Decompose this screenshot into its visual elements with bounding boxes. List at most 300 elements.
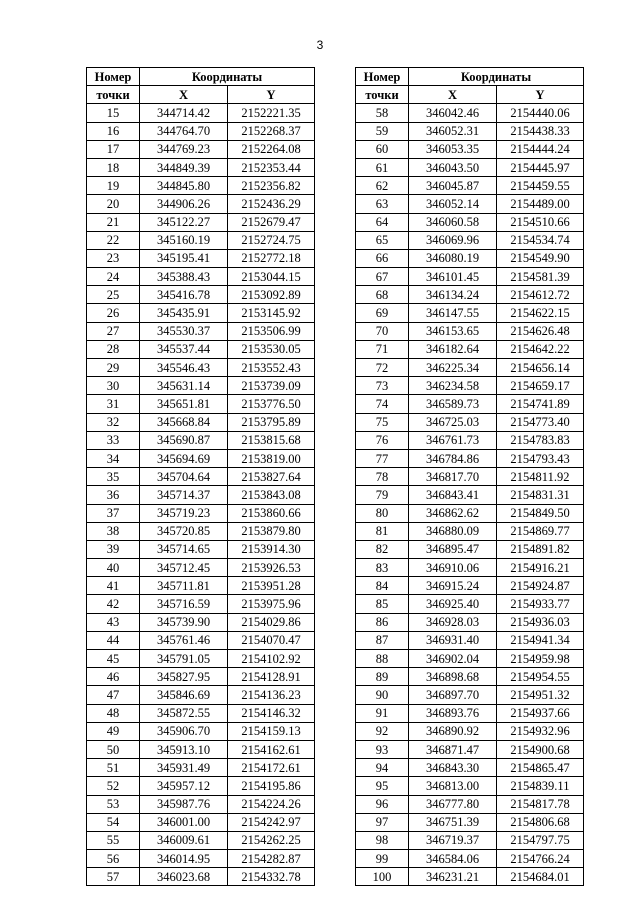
table-row bbox=[356, 413, 584, 431]
table-row bbox=[356, 831, 584, 849]
x-cell: 345906.70 bbox=[140, 722, 228, 740]
table-row bbox=[87, 522, 315, 540]
point-number-cell: 96 bbox=[356, 795, 409, 813]
x-cell: 346817.70 bbox=[409, 468, 497, 486]
coordinates-table-left bbox=[86, 67, 315, 886]
x-cell: 346053.35 bbox=[409, 140, 497, 158]
header-y: Y bbox=[228, 86, 315, 104]
x-cell: 345791.05 bbox=[140, 650, 228, 668]
x-cell: 345388.43 bbox=[140, 268, 228, 286]
table-row bbox=[356, 449, 584, 467]
x-cell: 346231.21 bbox=[409, 868, 497, 886]
x-cell: 346915.24 bbox=[409, 577, 497, 595]
y-cell: 2154224.26 bbox=[228, 795, 315, 813]
point-number-cell: 78 bbox=[356, 468, 409, 486]
x-cell: 346893.76 bbox=[409, 704, 497, 722]
table-row bbox=[356, 686, 584, 704]
table-row bbox=[87, 777, 315, 795]
point-number-cell: 88 bbox=[356, 650, 409, 668]
table-row bbox=[356, 213, 584, 231]
point-number-cell: 19 bbox=[87, 177, 140, 195]
x-cell: 346023.68 bbox=[140, 868, 228, 886]
table-row bbox=[87, 559, 315, 577]
y-cell: 2154891.82 bbox=[497, 540, 584, 558]
y-cell: 2153739.09 bbox=[228, 377, 315, 395]
x-cell: 346910.06 bbox=[409, 559, 497, 577]
y-cell: 2154622.15 bbox=[497, 304, 584, 322]
x-cell: 346052.31 bbox=[409, 122, 497, 140]
table-row bbox=[87, 340, 315, 358]
header-coordinates: Координаты bbox=[409, 68, 584, 86]
x-cell: 346761.73 bbox=[409, 431, 497, 449]
x-cell: 345631.14 bbox=[140, 377, 228, 395]
point-number-cell: 29 bbox=[87, 359, 140, 377]
y-cell: 2154128.91 bbox=[228, 668, 315, 686]
x-cell: 345761.46 bbox=[140, 631, 228, 649]
table-row bbox=[87, 740, 315, 758]
point-number-cell: 95 bbox=[356, 777, 409, 795]
y-cell: 2154159.13 bbox=[228, 722, 315, 740]
table-row bbox=[356, 777, 584, 795]
x-cell: 346225.34 bbox=[409, 359, 497, 377]
y-cell: 2154959.98 bbox=[497, 650, 584, 668]
x-cell: 345712.45 bbox=[140, 559, 228, 577]
table-row bbox=[356, 322, 584, 340]
point-number-cell: 17 bbox=[87, 140, 140, 158]
header-point-number: Номер bbox=[87, 68, 140, 86]
y-cell: 2154849.50 bbox=[497, 504, 584, 522]
point-number-cell: 71 bbox=[356, 340, 409, 358]
point-number-cell: 21 bbox=[87, 213, 140, 231]
y-cell: 2153860.66 bbox=[228, 504, 315, 522]
table-row bbox=[356, 231, 584, 249]
point-number-cell: 18 bbox=[87, 158, 140, 176]
table-row bbox=[87, 195, 315, 213]
x-cell: 345651.81 bbox=[140, 395, 228, 413]
x-cell: 345694.69 bbox=[140, 449, 228, 467]
point-number-cell: 15 bbox=[87, 104, 140, 122]
x-cell: 346045.87 bbox=[409, 177, 497, 195]
point-number-cell: 31 bbox=[87, 395, 140, 413]
table-row bbox=[356, 377, 584, 395]
point-number-cell: 28 bbox=[87, 340, 140, 358]
table-row bbox=[356, 650, 584, 668]
x-cell: 346813.00 bbox=[409, 777, 497, 795]
table-row bbox=[87, 377, 315, 395]
table-row bbox=[87, 304, 315, 322]
table-row bbox=[87, 795, 315, 813]
table-row bbox=[87, 449, 315, 467]
y-cell: 2154626.48 bbox=[497, 322, 584, 340]
x-cell: 344849.39 bbox=[140, 158, 228, 176]
x-cell: 346584.06 bbox=[409, 850, 497, 868]
x-cell: 346871.47 bbox=[409, 740, 497, 758]
y-cell: 2152772.18 bbox=[228, 249, 315, 267]
table-row bbox=[87, 468, 315, 486]
point-number-cell: 79 bbox=[356, 486, 409, 504]
table-row bbox=[356, 795, 584, 813]
point-number-cell: 42 bbox=[87, 595, 140, 613]
y-cell: 2152221.35 bbox=[228, 104, 315, 122]
y-cell: 2153530.05 bbox=[228, 340, 315, 358]
point-number-cell: 83 bbox=[356, 559, 409, 577]
x-cell: 344714.42 bbox=[140, 104, 228, 122]
point-number-cell: 65 bbox=[356, 231, 409, 249]
y-cell: 2154489.00 bbox=[497, 195, 584, 213]
table-row bbox=[356, 486, 584, 504]
x-cell: 345716.59 bbox=[140, 595, 228, 613]
table-row bbox=[356, 431, 584, 449]
table-row bbox=[356, 249, 584, 267]
y-cell: 2152724.75 bbox=[228, 231, 315, 249]
x-cell: 346862.62 bbox=[409, 504, 497, 522]
point-number-cell: 87 bbox=[356, 631, 409, 649]
x-cell: 346052.14 bbox=[409, 195, 497, 213]
point-number-cell: 22 bbox=[87, 231, 140, 249]
point-number-cell: 86 bbox=[356, 613, 409, 631]
table-row bbox=[87, 704, 315, 722]
y-cell: 2154941.34 bbox=[497, 631, 584, 649]
x-cell: 346134.24 bbox=[409, 286, 497, 304]
point-number-cell: 59 bbox=[356, 122, 409, 140]
x-cell: 346902.04 bbox=[409, 650, 497, 668]
table-row bbox=[87, 722, 315, 740]
point-number-cell: 68 bbox=[356, 286, 409, 304]
y-cell: 2154817.78 bbox=[497, 795, 584, 813]
point-number-cell: 84 bbox=[356, 577, 409, 595]
table-row bbox=[87, 122, 315, 140]
x-cell: 346928.03 bbox=[409, 613, 497, 631]
table-row bbox=[356, 813, 584, 831]
table-row bbox=[356, 868, 584, 886]
y-cell: 2154766.24 bbox=[497, 850, 584, 868]
point-number-cell: 91 bbox=[356, 704, 409, 722]
y-cell: 2154612.72 bbox=[497, 286, 584, 304]
y-cell: 2154534.74 bbox=[497, 231, 584, 249]
point-number-cell: 98 bbox=[356, 831, 409, 849]
y-cell: 2153552.43 bbox=[228, 359, 315, 377]
point-number-cell: 30 bbox=[87, 377, 140, 395]
y-cell: 2154642.22 bbox=[497, 340, 584, 358]
point-number-cell: 45 bbox=[87, 650, 140, 668]
y-cell: 2154549.90 bbox=[497, 249, 584, 267]
point-number-cell: 77 bbox=[356, 449, 409, 467]
table-row bbox=[356, 140, 584, 158]
x-cell: 346153.65 bbox=[409, 322, 497, 340]
point-number-cell: 66 bbox=[356, 249, 409, 267]
page-number: 3 bbox=[316, 38, 324, 52]
x-cell: 345537.44 bbox=[140, 340, 228, 358]
table-row bbox=[87, 650, 315, 668]
table-row bbox=[356, 340, 584, 358]
y-cell: 2154806.68 bbox=[497, 813, 584, 831]
y-cell: 2153843.08 bbox=[228, 486, 315, 504]
table-row bbox=[87, 322, 315, 340]
point-number-cell: 62 bbox=[356, 177, 409, 195]
table-row bbox=[87, 577, 315, 595]
y-cell: 2152679.47 bbox=[228, 213, 315, 231]
table-row bbox=[356, 359, 584, 377]
point-number-cell: 39 bbox=[87, 540, 140, 558]
table-row bbox=[87, 231, 315, 249]
y-cell: 2154937.66 bbox=[497, 704, 584, 722]
point-number-cell: 55 bbox=[87, 831, 140, 849]
y-cell: 2154811.92 bbox=[497, 468, 584, 486]
y-cell: 2154797.75 bbox=[497, 831, 584, 849]
x-cell: 346751.39 bbox=[409, 813, 497, 831]
table-row bbox=[356, 104, 584, 122]
table-row bbox=[356, 759, 584, 777]
x-cell: 345827.95 bbox=[140, 668, 228, 686]
x-cell: 345846.69 bbox=[140, 686, 228, 704]
x-cell: 346589.73 bbox=[409, 395, 497, 413]
table-row bbox=[356, 468, 584, 486]
y-cell: 2154916.21 bbox=[497, 559, 584, 577]
y-cell: 2152268.37 bbox=[228, 122, 315, 140]
point-number-cell: 85 bbox=[356, 595, 409, 613]
point-number-cell: 25 bbox=[87, 286, 140, 304]
point-number-cell: 43 bbox=[87, 613, 140, 631]
x-cell: 345720.85 bbox=[140, 522, 228, 540]
x-cell: 345690.87 bbox=[140, 431, 228, 449]
point-number-cell: 63 bbox=[356, 195, 409, 213]
y-cell: 2154741.89 bbox=[497, 395, 584, 413]
y-cell: 2153975.96 bbox=[228, 595, 315, 613]
point-number-cell: 60 bbox=[356, 140, 409, 158]
x-cell: 345872.55 bbox=[140, 704, 228, 722]
y-cell: 2153819.00 bbox=[228, 449, 315, 467]
y-cell: 2152436.29 bbox=[228, 195, 315, 213]
y-cell: 2153815.68 bbox=[228, 431, 315, 449]
y-cell: 2154869.77 bbox=[497, 522, 584, 540]
point-number-cell: 67 bbox=[356, 268, 409, 286]
x-cell: 345122.27 bbox=[140, 213, 228, 231]
point-number-cell: 48 bbox=[87, 704, 140, 722]
x-cell: 346777.80 bbox=[409, 795, 497, 813]
x-cell: 345957.12 bbox=[140, 777, 228, 795]
point-number-cell: 47 bbox=[87, 686, 140, 704]
x-cell: 345530.37 bbox=[140, 322, 228, 340]
x-cell: 345711.81 bbox=[140, 577, 228, 595]
table-row bbox=[356, 850, 584, 868]
y-cell: 2153795.89 bbox=[228, 413, 315, 431]
table-row bbox=[87, 140, 315, 158]
x-cell: 345668.84 bbox=[140, 413, 228, 431]
point-number-cell: 93 bbox=[356, 740, 409, 758]
x-cell: 346060.58 bbox=[409, 213, 497, 231]
header-point-number: Номер bbox=[356, 68, 409, 86]
y-cell: 2154900.68 bbox=[497, 740, 584, 758]
x-cell: 346234.58 bbox=[409, 377, 497, 395]
point-number-cell: 69 bbox=[356, 304, 409, 322]
table-row bbox=[356, 504, 584, 522]
y-cell: 2154924.87 bbox=[497, 577, 584, 595]
y-cell: 2153776.50 bbox=[228, 395, 315, 413]
x-cell: 345714.65 bbox=[140, 540, 228, 558]
table-row bbox=[87, 213, 315, 231]
table-row bbox=[87, 413, 315, 431]
table-row bbox=[87, 868, 315, 886]
point-number-cell: 58 bbox=[356, 104, 409, 122]
y-cell: 2154438.33 bbox=[497, 122, 584, 140]
table-row bbox=[356, 595, 584, 613]
x-cell: 345739.90 bbox=[140, 613, 228, 631]
x-cell: 346001.00 bbox=[140, 813, 228, 831]
y-cell: 2153044.15 bbox=[228, 268, 315, 286]
table-row bbox=[356, 122, 584, 140]
table-row bbox=[87, 759, 315, 777]
y-cell: 2153926.53 bbox=[228, 559, 315, 577]
x-cell: 346147.55 bbox=[409, 304, 497, 322]
y-cell: 2153879.80 bbox=[228, 522, 315, 540]
y-cell: 2154936.03 bbox=[497, 613, 584, 631]
y-cell: 2154242.97 bbox=[228, 813, 315, 831]
x-cell: 345714.37 bbox=[140, 486, 228, 504]
x-cell: 346843.41 bbox=[409, 486, 497, 504]
y-cell: 2154102.92 bbox=[228, 650, 315, 668]
x-cell: 346719.37 bbox=[409, 831, 497, 849]
table-row bbox=[87, 668, 315, 686]
y-cell: 2154444.24 bbox=[497, 140, 584, 158]
table-row bbox=[356, 722, 584, 740]
y-cell: 2154656.14 bbox=[497, 359, 584, 377]
y-cell: 2154146.32 bbox=[228, 704, 315, 722]
point-number-cell: 26 bbox=[87, 304, 140, 322]
y-cell: 2154029.86 bbox=[228, 613, 315, 631]
point-number-cell: 61 bbox=[356, 158, 409, 176]
x-cell: 346843.30 bbox=[409, 759, 497, 777]
table-row bbox=[356, 268, 584, 286]
y-cell: 2153506.99 bbox=[228, 322, 315, 340]
y-cell: 2153092.89 bbox=[228, 286, 315, 304]
table-row bbox=[87, 249, 315, 267]
point-number-cell: 38 bbox=[87, 522, 140, 540]
y-cell: 2154510.66 bbox=[497, 213, 584, 231]
y-cell: 2154783.83 bbox=[497, 431, 584, 449]
point-number-cell: 37 bbox=[87, 504, 140, 522]
table-row bbox=[87, 395, 315, 413]
point-number-cell: 49 bbox=[87, 722, 140, 740]
y-cell: 2154773.40 bbox=[497, 413, 584, 431]
y-cell: 2152264.08 bbox=[228, 140, 315, 158]
x-cell: 346101.45 bbox=[409, 268, 497, 286]
y-cell: 2154440.06 bbox=[497, 104, 584, 122]
x-cell: 344906.26 bbox=[140, 195, 228, 213]
point-number-cell: 100 bbox=[356, 868, 409, 886]
header-y: Y bbox=[497, 86, 584, 104]
header-point-number-line2: точки bbox=[87, 86, 140, 104]
y-cell: 2154933.77 bbox=[497, 595, 584, 613]
point-number-cell: 16 bbox=[87, 122, 140, 140]
x-cell: 346009.61 bbox=[140, 831, 228, 849]
y-cell: 2154262.25 bbox=[228, 831, 315, 849]
y-cell: 2154839.11 bbox=[497, 777, 584, 795]
x-cell: 346042.46 bbox=[409, 104, 497, 122]
y-cell: 2154659.17 bbox=[497, 377, 584, 395]
point-number-cell: 73 bbox=[356, 377, 409, 395]
x-cell: 346182.64 bbox=[409, 340, 497, 358]
point-number-cell: 36 bbox=[87, 486, 140, 504]
point-number-cell: 89 bbox=[356, 668, 409, 686]
header-x: X bbox=[140, 86, 228, 104]
point-number-cell: 40 bbox=[87, 559, 140, 577]
y-cell: 2154793.43 bbox=[497, 449, 584, 467]
x-cell: 344769.23 bbox=[140, 140, 228, 158]
point-number-cell: 27 bbox=[87, 322, 140, 340]
point-number-cell: 64 bbox=[356, 213, 409, 231]
x-cell: 346014.95 bbox=[140, 850, 228, 868]
x-cell: 345913.10 bbox=[140, 740, 228, 758]
point-number-cell: 20 bbox=[87, 195, 140, 213]
table-row bbox=[356, 177, 584, 195]
point-number-cell: 50 bbox=[87, 740, 140, 758]
point-number-cell: 54 bbox=[87, 813, 140, 831]
y-cell: 2154932.96 bbox=[497, 722, 584, 740]
table-row bbox=[356, 740, 584, 758]
point-number-cell: 35 bbox=[87, 468, 140, 486]
x-cell: 345160.19 bbox=[140, 231, 228, 249]
point-number-cell: 44 bbox=[87, 631, 140, 649]
y-cell: 2154195.86 bbox=[228, 777, 315, 795]
y-cell: 2154951.32 bbox=[497, 686, 584, 704]
point-number-cell: 92 bbox=[356, 722, 409, 740]
y-cell: 2154459.55 bbox=[497, 177, 584, 195]
x-cell: 346080.19 bbox=[409, 249, 497, 267]
x-cell: 345704.64 bbox=[140, 468, 228, 486]
table-row bbox=[87, 431, 315, 449]
x-cell: 345931.49 bbox=[140, 759, 228, 777]
table-row bbox=[356, 577, 584, 595]
point-number-cell: 34 bbox=[87, 449, 140, 467]
point-number-cell: 46 bbox=[87, 668, 140, 686]
x-cell: 346069.96 bbox=[409, 231, 497, 249]
point-number-cell: 74 bbox=[356, 395, 409, 413]
header-point-number-line2: точки bbox=[356, 86, 409, 104]
table-row bbox=[356, 158, 584, 176]
table-row bbox=[87, 104, 315, 122]
table-row bbox=[87, 486, 315, 504]
table-row bbox=[87, 504, 315, 522]
table-row bbox=[356, 668, 584, 686]
point-number-cell: 24 bbox=[87, 268, 140, 286]
table-row bbox=[87, 158, 315, 176]
point-number-cell: 72 bbox=[356, 359, 409, 377]
point-number-cell: 70 bbox=[356, 322, 409, 340]
header-x: X bbox=[409, 86, 497, 104]
y-cell: 2153914.30 bbox=[228, 540, 315, 558]
table-row bbox=[356, 395, 584, 413]
x-cell: 346895.47 bbox=[409, 540, 497, 558]
x-cell: 344764.70 bbox=[140, 122, 228, 140]
point-number-cell: 33 bbox=[87, 431, 140, 449]
point-number-cell: 57 bbox=[87, 868, 140, 886]
point-number-cell: 52 bbox=[87, 777, 140, 795]
table-row bbox=[87, 831, 315, 849]
x-cell: 345546.43 bbox=[140, 359, 228, 377]
table-row bbox=[87, 268, 315, 286]
coordinates-table-right bbox=[355, 67, 584, 886]
point-number-cell: 94 bbox=[356, 759, 409, 777]
y-cell: 2154954.55 bbox=[497, 668, 584, 686]
point-number-cell: 56 bbox=[87, 850, 140, 868]
x-cell: 346784.86 bbox=[409, 449, 497, 467]
x-cell: 346890.92 bbox=[409, 722, 497, 740]
point-number-cell: 75 bbox=[356, 413, 409, 431]
table-row bbox=[87, 813, 315, 831]
x-cell: 346043.50 bbox=[409, 158, 497, 176]
y-cell: 2154162.61 bbox=[228, 740, 315, 758]
y-cell: 2154332.78 bbox=[228, 868, 315, 886]
